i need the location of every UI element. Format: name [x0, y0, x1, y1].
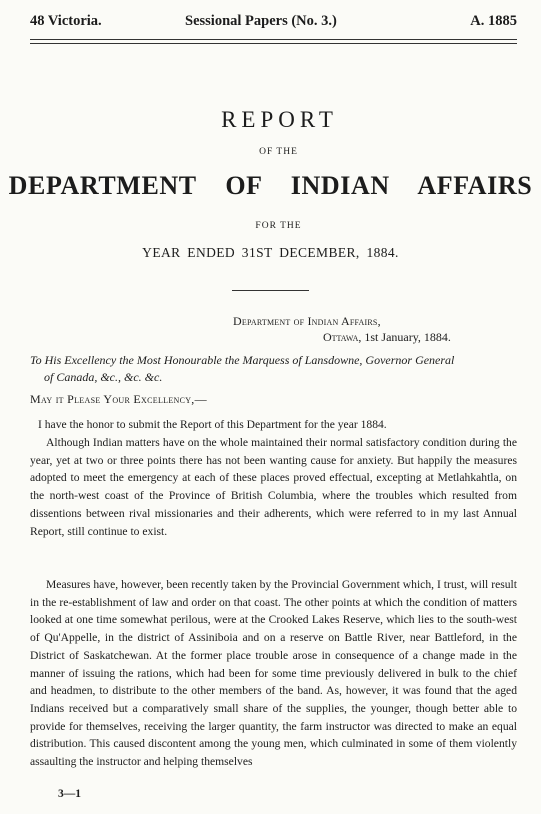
- dateline-date: 1st January, 1884.: [361, 330, 451, 344]
- year-line: YEAR ENDED 31ST DECEMBER, 1884.: [142, 245, 399, 260]
- address-line-2: of Canada, &c., &c. &c.: [44, 370, 163, 384]
- salutation: May it Please Your Excellency,—: [30, 392, 207, 406]
- report-title: REPORT: [221, 107, 338, 132]
- dateline-place: Ottawa,: [323, 330, 362, 344]
- dateline-place-date: [323, 330, 451, 345]
- header-rule-top: [30, 39, 517, 40]
- paragraph-1: I have the honor to submit the Report of this Department for the year 1884.: [38, 418, 387, 431]
- header-session: 48 Victoria.: [30, 13, 102, 29]
- title-divider: [232, 290, 309, 291]
- address-block: [30, 352, 520, 386]
- department-title: DEPARTMENT OF INDIAN AFFAIRS: [8, 171, 533, 200]
- of-the-label: OF THE: [259, 147, 298, 157]
- running-header: [30, 13, 517, 31]
- address-line-1: To His Excellency the Most Honourable the Marquess of Lansdowne, Governor General: [30, 353, 455, 367]
- for-the-label: FOR THE: [255, 221, 302, 231]
- paragraph-2: Although Indian matters have on the whole maintained their normal satisfactory condition during the year, yet at two or three points there has not been wanting cause for anxiety. But happily the measures adopted to meet the emergency at each of these places proved effectual, excepting at Metlahkahtla, on the north-west coast of the Province of British Columbia, where the troubles which resulted from dissentions between rival missionaries and their adherents, which were referred to in my last Annual Report, still continue to exist.: [30, 436, 517, 538]
- paragraph-3: Measures have, however, been recently taken by the Provincial Government which, I trust, will result in the re-establishment of law and order on that coast. The other points at which the condition of matters looked at one time somewhat perilous, were at the Crooked Lakes Reserve, which lies to the south-west of Qu'Appelle, in the district of Assiniboia and on a reserve on Battle River, near Battleford, in the District of Saskatchewan. At the former place trouble arose in consequence of a change made in the manner of issuing the rations, which had been for some time previously delivered in bulk to the chief and headmen, to distribute to the other members of the band. As, however, it was found that the aged Indians received but a comparatively small share of the supplies, the younger, though better able to provide for themselves, receiving the larger quantity, the farm instructor was directed to make an equal distribution. This caused discontent among the young men, which culminated in some of them violently assaulting the instructor and helping themselves: [30, 578, 517, 769]
- header-year: A. 1885: [470, 13, 517, 29]
- header-rule-bottom: [30, 43, 517, 44]
- signature-mark: 3—1: [58, 788, 81, 800]
- dateline-department: Department of Indian Affairs,: [233, 314, 381, 328]
- header-sessional-papers: Sessional Papers (No. 3.): [185, 13, 337, 29]
